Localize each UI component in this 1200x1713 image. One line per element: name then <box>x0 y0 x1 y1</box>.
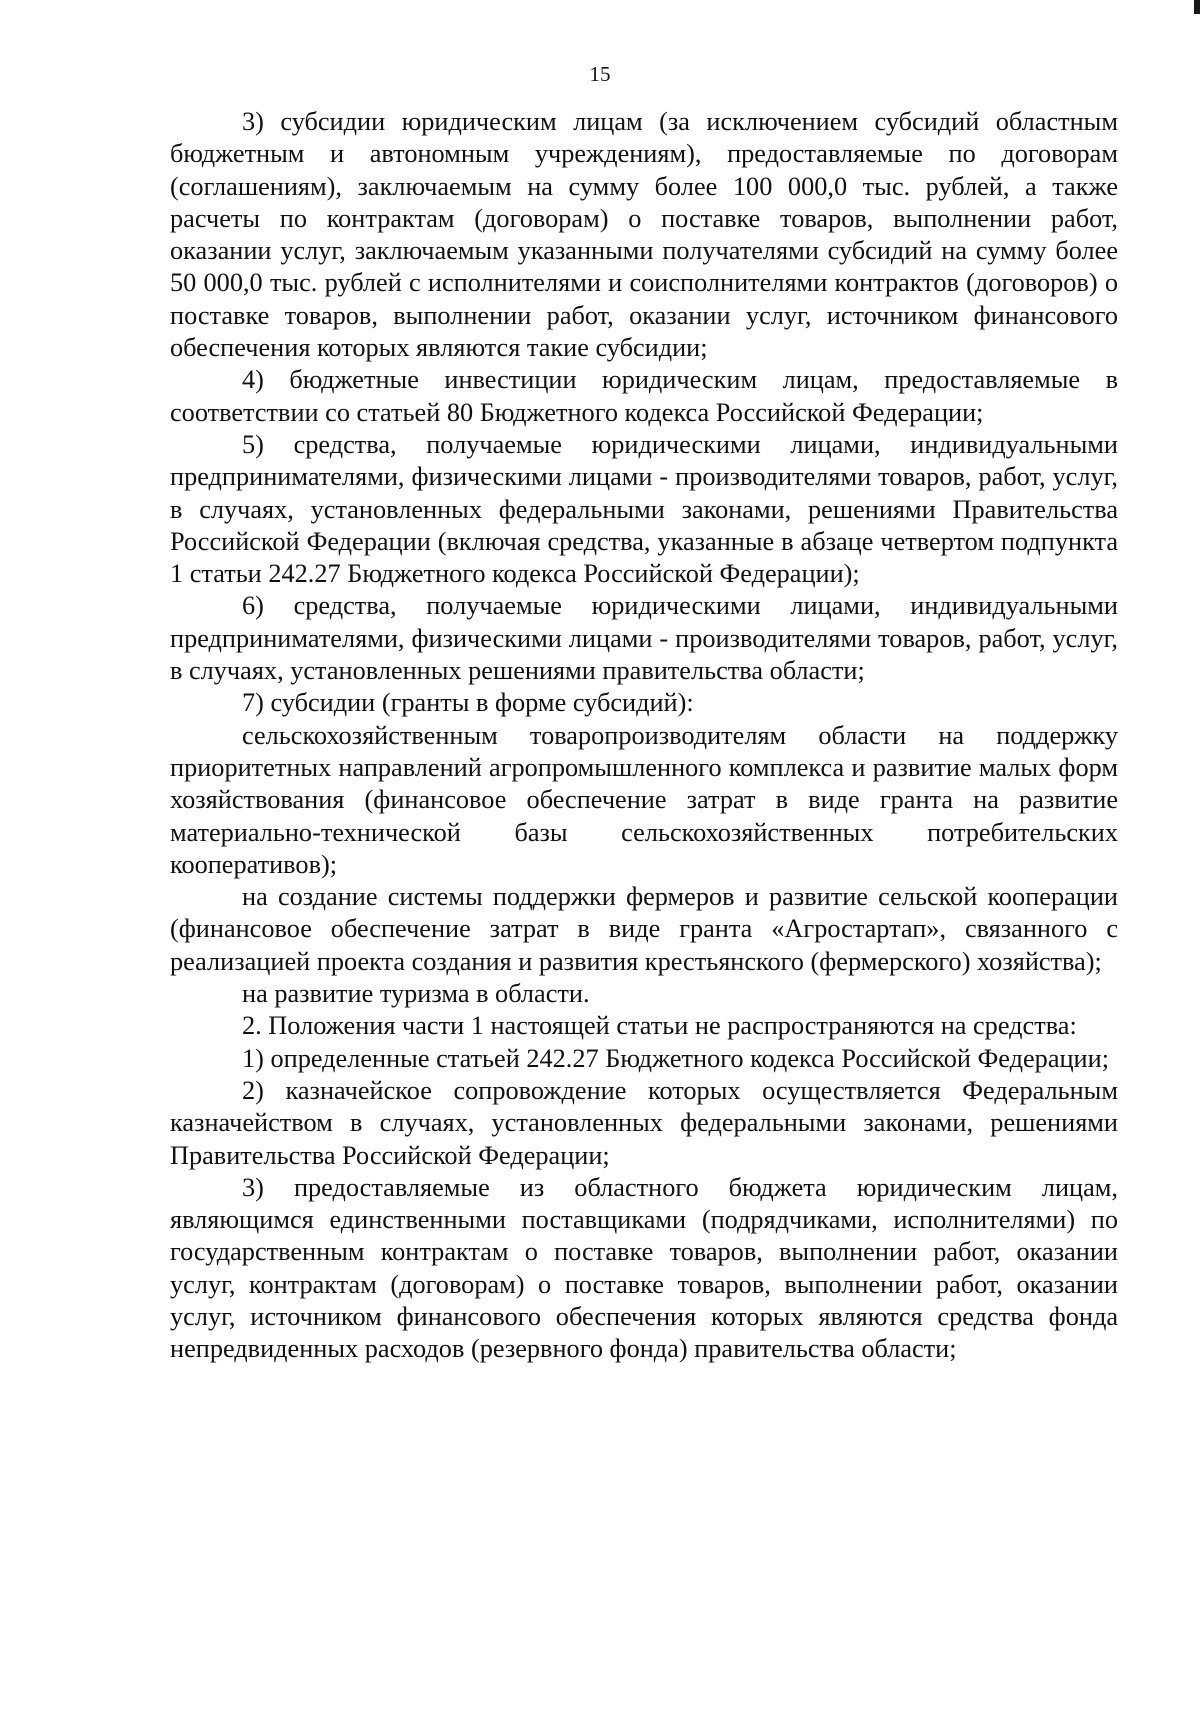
paragraph-grants-agriculture: сельскохозяйственным товаропроизводителям области на поддержку приоритетных направлений агропромышленного комплекса и развитие малых форм хозяйствования (финансовое обеспечение затрат в виде гранта на развитие материально-технической базы сельскохозяйственных потребительских кооперативов); <box>170 720 1118 879</box>
paragraph-funds-federal-laws: 5) средства, получаемые юридическими лицами, индивидуальными предпринимателями, физическими лицами - производителями товаров, работ, услуг, в случаях, установленных федеральными законами, решениями Правительства Российской Федерации (включая средства, указанные в абзаце четвертом подпункта 1 статьи 242.27 Бюджетного кодекса Российской Федерации); <box>170 429 1118 589</box>
paragraph-subsidies-legal-entities: 3) субсидии юридическим лицам (за исключением субсидий областным бюджетным и автономным учреждениям), предоставляемые по договорам (соглашениям), заключаемым на сумму более 100 000,0 тыс. рублей, а также расчеты по контрактам (договорам) о поставке товаров, выполнении работ, оказании услуг, заключаемым указанными получателями субсидий на сумму более 50 000,0 тыс. рублей с исполнителями и соисполнителями контрактов (договоров) о поставке товаров, выполнении работ, оказании услуг, источником финансового обеспечения которых являются такие субсидии; <box>170 107 1118 363</box>
scan-edge-mark <box>1194 0 1200 14</box>
paragraph-grants-heading: 7) субсидии (гранты в форме субсидий): <box>242 688 694 718</box>
paragraph-exception-treasury: 2) казначейское сопровождение которых осуществляется Федеральным казначейством в случаях, установленных федеральными законами, решениями Правительства Российской Федерации; <box>170 1075 1118 1170</box>
paragraph-exceptions-heading: 2. Положения части 1 настоящей статьи не распространяются на средства: <box>242 1011 1077 1041</box>
paragraph-grants-tourism: на развитие туризма в области. <box>242 979 590 1009</box>
paragraph-funds-regional-decisions: 6) средства, получаемые юридическими лицами, индивидуальными предпринимателями, физическими лицами - производителями товаров, работ, услуг, в случаях, установленных решениями правительства области; <box>170 591 1118 686</box>
paragraph-exception-article: 1) определенные статьей 242.27 Бюджетного кодекса Российской Федерации; <box>242 1043 1110 1073</box>
page-number: 15 <box>589 62 611 86</box>
paragraph-budget-investments: 4) бюджетные инвестиции юридическим лицам, предоставляемые в соответствии со статьей 80 Бюджетного кодекса Российской Федерации; <box>170 365 1118 427</box>
document-body <box>170 106 1118 1366</box>
paragraph-grants-farmers: на создание системы поддержки фермеров и развитие сельской кооперации (финансовое обеспечение затрат в виде гранта «Агростартап», связанного с реализацией проекта создания и развития крестьянского (фермерского) хозяйства); <box>170 882 1118 976</box>
paragraph-exception-sole-suppliers: 3) предоставляемые из областного бюджета юридическим лицам, являющимся единственными поставщиками (подрядчиками, исполнителями) по государственным контрактам о поставке товаров, выполнении работ, оказании услуг, контрактам (договорам) о поставке товаров, выполнении работ, оказании услуг, источником финансового обеспечения которых являются средства фонда непредвиденных расходов (резервного фонда) правительства области; <box>170 1172 1118 1364</box>
